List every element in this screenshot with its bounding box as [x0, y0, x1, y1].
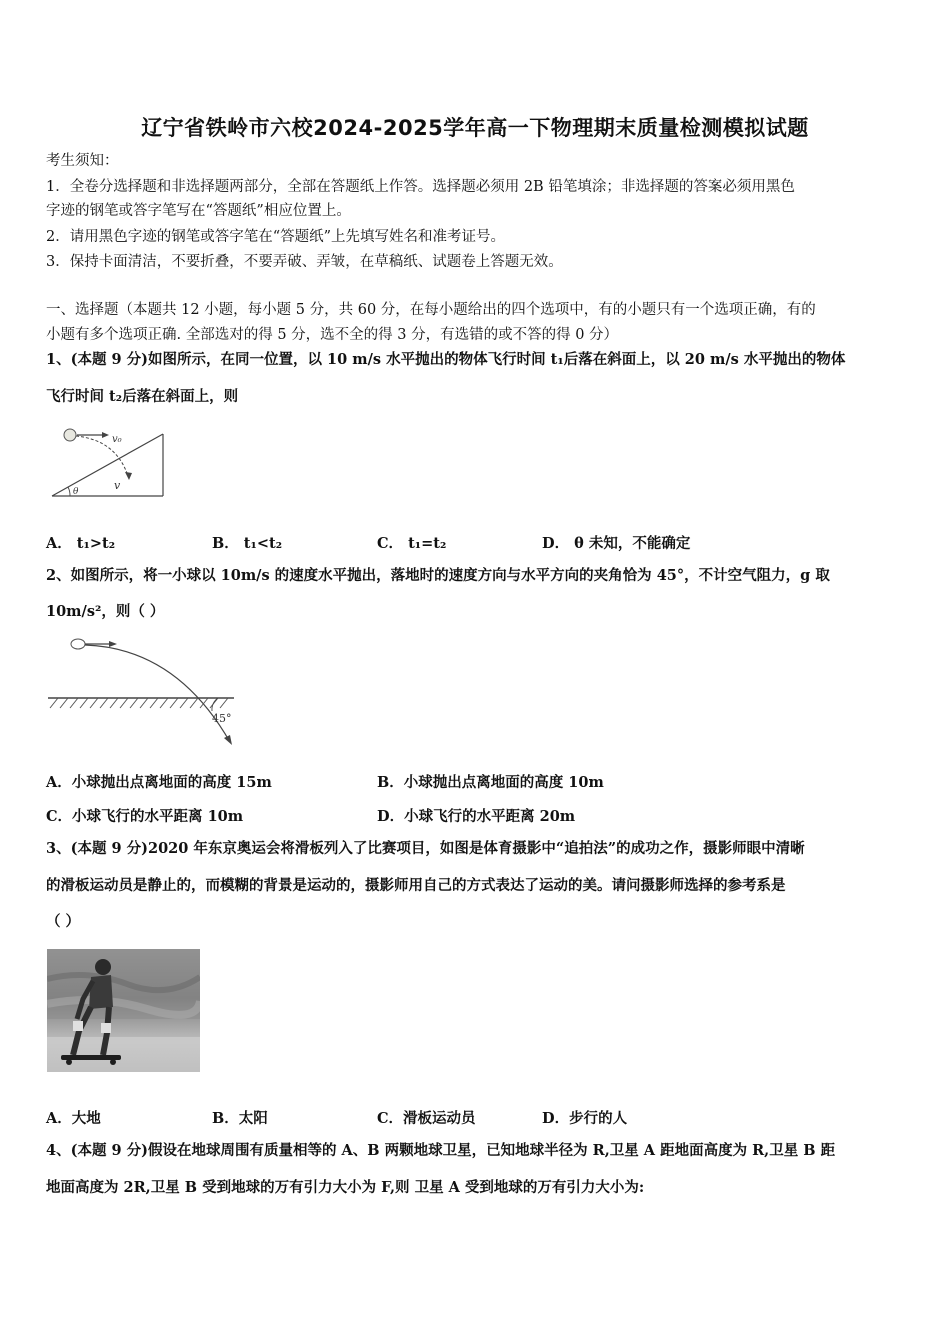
skater-torso: [89, 975, 113, 1009]
q3-option-c[interactable]: C．滑板运动员: [377, 1110, 476, 1127]
q3-option-a[interactable]: A．大地: [46, 1110, 101, 1127]
ground-hatching: [50, 698, 228, 708]
notice-item-3: 3．保持卡面清洁，不要折叠，不要弄破、弄皱，在草稿纸、试题卷上答题无效。: [46, 254, 563, 270]
trajectory-curve: [85, 645, 230, 742]
q4-stem-cont: 地面高度为 2R,卫星 B 受到地球的万有引力大小为 F,则 卫星 A 受到地球的万有引力大小为:: [46, 1179, 645, 1196]
q2-stem-cont: 10m/s²，则（ ）: [46, 603, 165, 620]
q1-stem: 1、(本题 9 分)如图所示，在同一位置，以 10 m/s 水平抛出的物体飞行时间 t₁后落在斜面上，以 20 m/s 水平抛出的物体: [46, 351, 846, 368]
q2-projectile-figure: [46, 634, 238, 748]
q2-option-c[interactable]: C．小球飞行的水平距离 10m: [46, 808, 244, 825]
skater-head: [95, 959, 111, 975]
q1-stem-cont: 飞行时间 t₂后落在斜面上，则: [46, 388, 239, 405]
knee-pad: [73, 1021, 83, 1031]
q1-option-c[interactable]: C． t₁=t₂: [377, 535, 447, 552]
q1-option-b[interactable]: B． t₁<t₂: [212, 535, 283, 552]
label-v0: v₀: [112, 434, 122, 445]
notice-heading: 考生须知：: [46, 153, 119, 169]
label-theta: θ: [73, 487, 79, 497]
q1-incline-figure: [46, 424, 171, 504]
page-title: 辽宁省铁岭市六校2024-2025学年高一下物理期末质量检测模拟试题: [141, 116, 809, 140]
q1-option-d[interactable]: D． θ 未知，不能确定: [542, 535, 691, 552]
q1-option-a[interactable]: A． t₁>t₂: [46, 535, 116, 552]
ball-icon: [64, 429, 76, 441]
label-v: v: [114, 479, 121, 492]
q2-option-b[interactable]: B．小球抛出点离地面的高度 10m: [377, 774, 604, 791]
q3-answer-bracket: （ ）: [46, 913, 81, 930]
notice-item-2: 2．请用黑色字迹的钢笔或答字笔在“答题纸”上先填写姓名和准考证号。: [46, 229, 506, 245]
incline-slope: [52, 434, 163, 496]
q3-option-d[interactable]: D．步行的人: [542, 1110, 628, 1127]
label-angle: 45°: [212, 712, 232, 725]
skateboarder-image: [47, 949, 200, 1072]
q4-stem: 4、(本题 9 分)假设在地球周围有质量相等的 A、B 两颗地球卫星，已知地球半径为 R,卫星 A 距地面高度为 R,卫星 B 距: [46, 1142, 836, 1159]
q2-option-a[interactable]: A．小球抛出点离地面的高度 15m: [46, 774, 272, 791]
ball-icon: [71, 639, 85, 649]
q3-stem: 3、(本题 9 分)2020 年东京奥运会将滑板列入了比赛项目，如图是体育摄影中“追拍法”的成功之作，摄影师眼中清晰: [46, 840, 805, 857]
section-heading: 一、选择题（本题共 12 小题，每小题 5 分，共 60 分，在每小题给出的四个选项中，有的小题只有一个选项正确，有的: [46, 302, 816, 318]
notice-item-1: 1．全卷分选择题和非选择题两部分，全部在答题纸上作答。选择题必须用 2B 铅笔填涂；非选择题的答案必须用黑色: [46, 179, 795, 195]
q3-stem-cont: 的滑板运动员是静止的，而模糊的背景是运动的，摄影师用自己的方式表达了运动的美。请问摄影师选择的参考系是: [46, 877, 786, 894]
section-heading-cont: 小题有多个选项正确. 全部选对的得 5 分，选不全的得 3 分，有选错的或不答的得 0 分）: [46, 327, 619, 343]
q2-option-d[interactable]: D．小球飞行的水平距离 20m: [377, 808, 576, 825]
q2-stem: 2、如图所示，将一小球以 10m/s 的速度水平抛出，落地时的速度方向与水平方向的夹角恰为 45°，不计空气阻力，g 取: [46, 567, 830, 584]
q3-option-b[interactable]: B．太阳: [212, 1110, 268, 1127]
notice-item-1-cont: 字迹的钢笔或答字笔写在“答题纸”相应位置上。: [46, 203, 351, 219]
skateboarder-photo: [47, 949, 200, 1072]
